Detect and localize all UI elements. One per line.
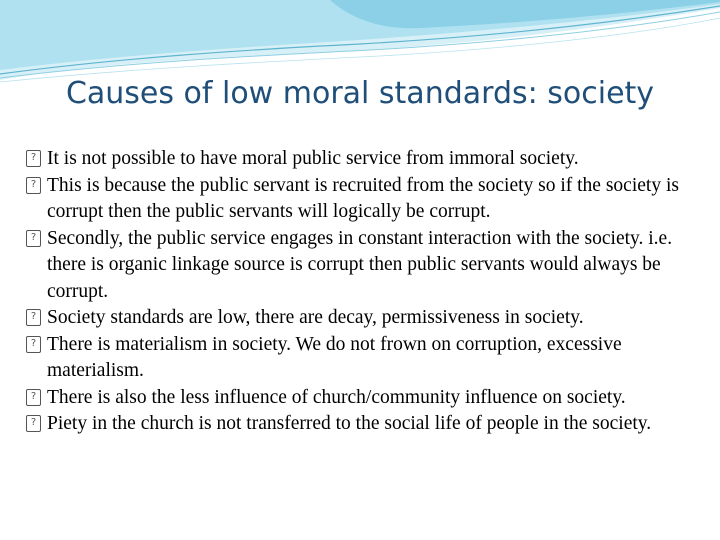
bullet-text: Piety in the church is not transferred to the social life of people in the society. [47,413,652,434]
bullet-item [26,385,710,412]
bullet-item [26,332,710,385]
bullet-list [26,146,710,438]
bullet-text: It is not possible to have moral public service from immoral society. [47,148,579,169]
bullet-item [26,226,710,306]
missing-glyph-icon: ? [26,177,41,194]
missing-glyph-icon: ? [26,150,41,167]
bullet-text: Secondly, the public service engages in constant interaction with the society. i.e. there is organic linkage source is corrupt then public servants would always be corrupt. [47,227,673,302]
missing-glyph-icon: ? [26,415,41,432]
bullet-item [26,411,710,438]
missing-glyph-icon: ? [26,336,41,353]
missing-glyph-icon: ? [26,230,41,247]
bullet-item [26,146,710,173]
bullet-text: Society standards are low, there are decay, permissiveness in society. [47,307,584,328]
bullet-item [26,173,710,226]
bullet-text: There is materialism in society. We do not frown on corruption, excessive materialism. [47,333,622,381]
bullet-item [26,305,710,332]
missing-glyph-icon: ? [26,389,41,406]
slide-title: Causes of low moral standards: society [65,76,655,111]
bullet-text: There is also the less influence of church/community influence on society. [47,386,626,408]
bullet-text: This is because the public servant is recruited from the society so if the society is corrupt then the public servants will logically be corrupt. [47,174,679,222]
missing-glyph-icon: ? [26,309,41,326]
